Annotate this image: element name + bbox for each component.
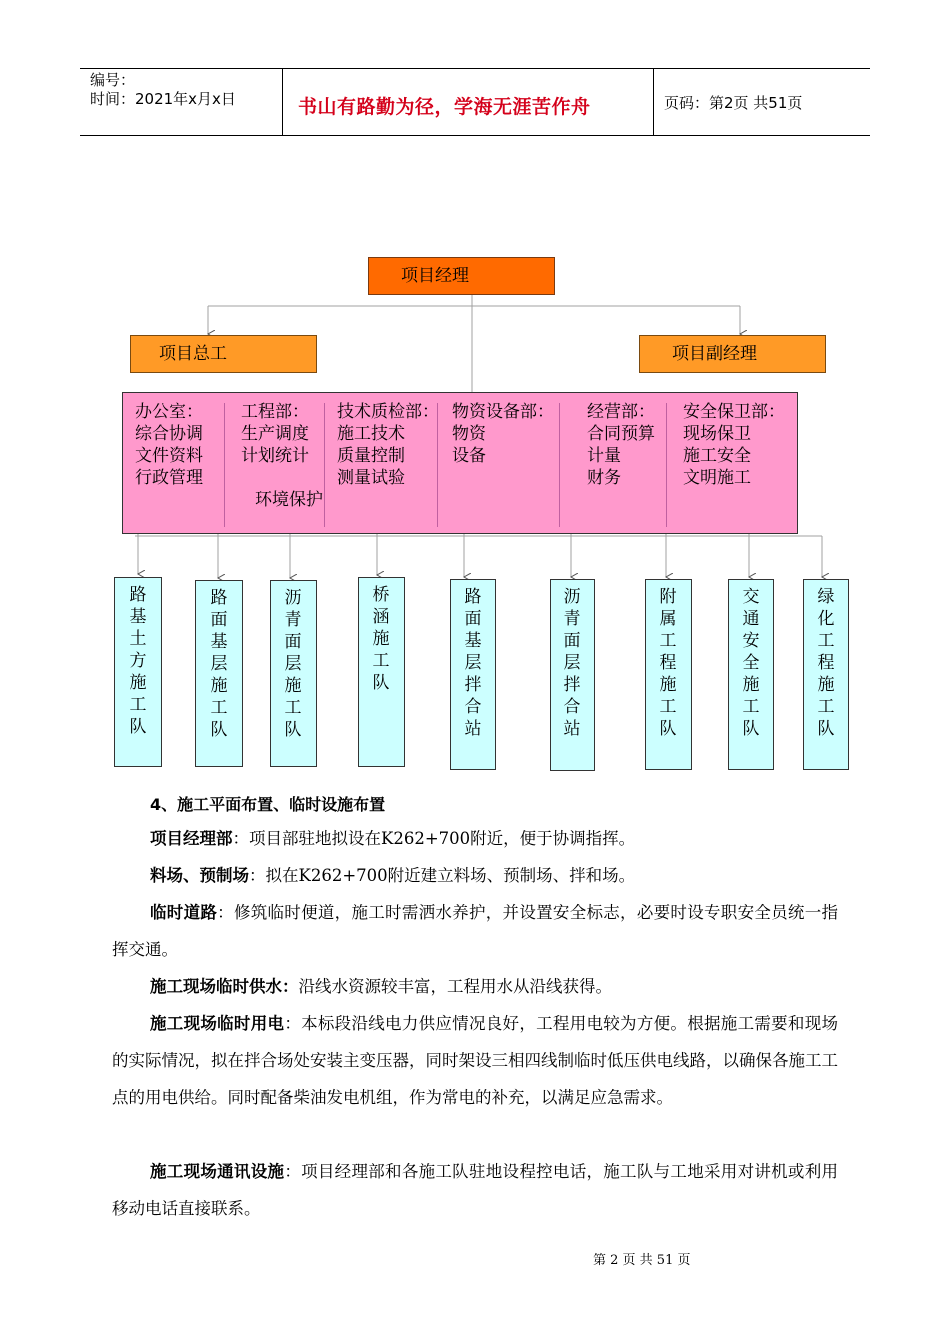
team-box (450, 579, 496, 770)
department-name: 经营部： (587, 402, 655, 422)
department-duty: 财务 (587, 468, 621, 488)
department-duty: 现场保卫 (683, 424, 751, 444)
paragraph-label: 临时道路 (150, 903, 218, 922)
paragraph-temporary-road (112, 894, 838, 968)
team-label: 桥涵施工队 (372, 585, 390, 693)
paragraph-label: 项目经理部 (150, 829, 233, 848)
department-duty: 综合协调 (135, 424, 203, 444)
paragraph-text: ：项目部驻地拟设在K262+700附近，便于协调指挥。 (232, 829, 636, 848)
department-separator (559, 403, 560, 527)
paragraph-text: 沿线水资源较丰富，工程用水从沿线获得。 (298, 977, 612, 996)
header-page-info: 页码：第2页 共51页 (664, 94, 803, 112)
department-office (135, 401, 203, 489)
department-duty: 设备 (452, 446, 486, 466)
team-label: 沥青面层施工队 (284, 588, 302, 740)
document-date: 时间：2021年x月x日 (90, 90, 236, 108)
team-box (645, 579, 692, 770)
paragraph-power-supply (112, 1005, 838, 1116)
paragraph-label: 料场、预制场 (150, 866, 249, 885)
team-box (114, 577, 162, 767)
document-number-label: 编号： (90, 71, 136, 89)
department-materials (452, 401, 554, 467)
department-separator (666, 403, 667, 527)
department-duty: 行政管理 (135, 468, 203, 488)
department-engineering (241, 401, 309, 467)
team-label: 绿化工程施工队 (817, 587, 835, 739)
team-label: 附属工程施工队 (659, 587, 677, 739)
department-duty: 生产调度 (241, 424, 309, 444)
department-duty: 合同预算 (587, 424, 655, 444)
department-tech-quality (337, 401, 439, 489)
department-business (587, 401, 655, 489)
departments-box (122, 392, 798, 534)
department-name: 技术质检部： (337, 402, 439, 422)
paragraph-label: 施工现场临时供水： (150, 977, 299, 996)
department-separator (324, 403, 325, 527)
header-motto: 书山有路勤为径，学海无涯苦作舟 (298, 96, 591, 118)
team-label: 交通安全施工队 (742, 587, 760, 739)
page-footer: 第 2 页 共 51 页 (593, 1253, 691, 1268)
department-duty: 物资 (452, 424, 486, 444)
department-duty: 文明施工 (683, 468, 751, 488)
deputy-manager-box (639, 335, 826, 373)
paragraph-label: 施工现场临时用电 (150, 1014, 285, 1033)
team-label: 路面基层拌合站 (464, 587, 482, 739)
team-box (728, 579, 774, 770)
team-box (803, 579, 849, 770)
deputy-manager-label: 项目副经理 (672, 344, 757, 364)
department-duty: 测量试验 (337, 468, 405, 488)
team-box (270, 580, 317, 767)
department-duty: 施工技术 (337, 424, 405, 444)
team-label: 路面基层施工队 (210, 588, 228, 740)
paragraph-water-supply (112, 968, 838, 1005)
department-name: 物资设备部： (452, 402, 554, 422)
team-box (195, 580, 243, 767)
project-manager-box (368, 257, 555, 295)
department-name: 工程部： (241, 402, 309, 422)
department-duty: 质量控制 (337, 446, 405, 466)
team-label: 路基土方施工队 (129, 585, 147, 737)
environmental-protection-label: 环境保护 (255, 490, 323, 510)
chief-engineer-label: 项目总工 (159, 344, 227, 364)
paragraph-material-yard (112, 857, 838, 894)
paragraph-label: 施工现场通讯设施 (150, 1162, 285, 1181)
department-duty: 计量 (587, 446, 621, 466)
department-name: 安全保卫部： (683, 402, 785, 422)
paragraph-project-office (112, 820, 838, 857)
team-box (358, 577, 405, 767)
section-heading: 4、施工平面布置、临时设施布置 (150, 795, 386, 814)
paragraph-communication (112, 1153, 838, 1227)
department-security (683, 401, 785, 489)
department-separator (224, 403, 225, 527)
department-duty: 施工安全 (683, 446, 751, 466)
department-name: 办公室： (135, 402, 203, 422)
paragraph-text: ：本标段沿线电力供应情况良好，工程用电较为方便。根据施工需要和现场的实际情况，拟在拌合场处安装主变压器，同时架设三相四线制临时低压供电线路，以确保各施工工点的用电供给。同时配备柴油发电机组，作为常电的补充，以满足应急需求。 (112, 1014, 839, 1107)
team-label: 沥青面层拌合站 (563, 587, 581, 739)
department-duty: 文件资料 (135, 446, 203, 466)
chief-engineer-box (130, 335, 317, 373)
team-box (550, 579, 595, 771)
paragraph-text: ：拟在K262+700附近建立料场、预制场、拌和场。 (249, 866, 636, 885)
department-duty: 计划统计 (241, 446, 309, 466)
paragraph-text: ：修筑临时便道，施工时需洒水养护，并设置安全标志，必要时设专职安全员统一指挥交通。 (112, 903, 839, 959)
project-manager-label: 项目经理 (401, 266, 469, 286)
paragraph-text: ：项目经理部和各施工队驻地设程控电话，施工队与工地采用对讲机或利用移动电话直接联系。 (112, 1162, 839, 1218)
